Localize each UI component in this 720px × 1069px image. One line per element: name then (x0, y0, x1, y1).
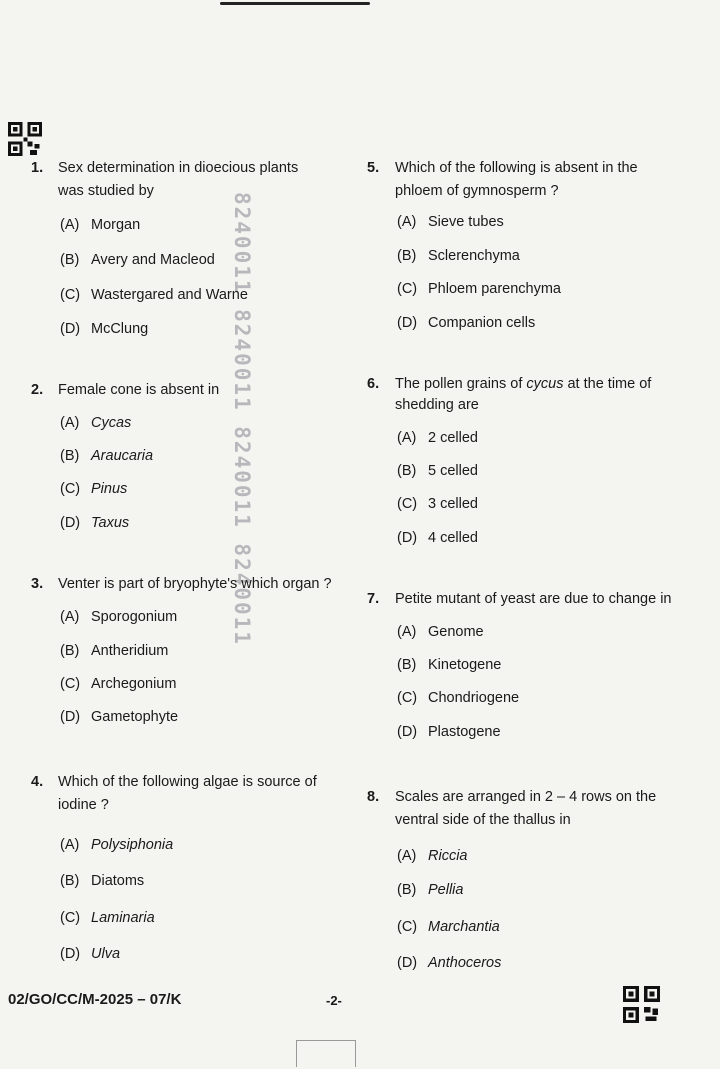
option-text: Ulva (91, 946, 121, 962)
option-b[interactable] (60, 448, 153, 464)
option-text: Sclerenchyma (428, 248, 520, 264)
option-text: Genome (428, 624, 484, 640)
option-label: (C) (397, 919, 418, 935)
question-number: 3. (31, 576, 44, 592)
question-text: Petite mutant of yeast are due to change in (395, 591, 672, 607)
option-a[interactable] (397, 214, 504, 230)
option-label: (B) (60, 873, 80, 889)
option-label: (C) (60, 287, 81, 303)
option-d[interactable] (60, 515, 129, 531)
option-label: (B) (397, 882, 417, 898)
qr-code-icon (623, 986, 660, 1023)
question-text: Female cone is absent in (58, 382, 220, 398)
option-text: Sieve tubes (428, 214, 504, 230)
option-label: (A) (60, 415, 80, 431)
option-label: (C) (397, 496, 418, 512)
option-b[interactable] (397, 657, 501, 673)
option-c[interactable] (60, 287, 248, 303)
option-text: McClung (91, 321, 149, 337)
option-label: (A) (60, 609, 80, 625)
option-label: (C) (60, 481, 81, 497)
option-text: Anthoceros (428, 955, 502, 971)
option-a[interactable] (397, 848, 467, 864)
paper-code: 02/GO/CC/M-2025 – 07/K (8, 991, 182, 1008)
option-text: Chondriogene (428, 690, 520, 706)
watermark-number: 8240011 8240011 8240011 8240011 (230, 192, 254, 646)
option-a[interactable] (60, 609, 177, 625)
question-number: 8. (367, 789, 380, 805)
option-text: Pellia (428, 882, 464, 898)
option-text: Polysiphonia (91, 837, 174, 853)
option-a[interactable] (60, 837, 173, 853)
option-text: Laminaria (91, 910, 155, 926)
question-text-part: at the time of (563, 376, 652, 392)
option-c[interactable] (397, 919, 500, 935)
option-a[interactable] (60, 415, 131, 431)
option-label: (D) (397, 724, 418, 740)
option-label: (A) (60, 837, 80, 853)
option-text: 4 celled (428, 530, 478, 546)
question-text-part: The pollen grains of (395, 376, 527, 392)
option-label: (B) (397, 248, 417, 264)
option-a[interactable] (397, 624, 484, 640)
option-text: 5 celled (428, 463, 478, 479)
question-text: phloem of gymnosperm ? (395, 183, 559, 199)
option-c[interactable] (60, 676, 176, 692)
option-d[interactable] (60, 946, 120, 962)
option-b[interactable] (397, 463, 478, 479)
option-a[interactable] (60, 217, 140, 233)
option-label: (D) (397, 315, 418, 331)
option-text: Diatoms (91, 873, 145, 889)
option-text: Antheridium (91, 643, 169, 659)
option-c[interactable] (60, 481, 127, 497)
option-d[interactable] (60, 709, 178, 725)
option-text: Marchantia (428, 919, 500, 935)
option-b[interactable] (397, 248, 520, 264)
option-text: Plastogene (428, 724, 501, 740)
option-label: (A) (60, 217, 80, 233)
option-label: (D) (60, 946, 81, 962)
option-text: Kinetogene (428, 657, 502, 673)
option-label: (B) (397, 463, 417, 479)
question-text: iodine ? (58, 797, 109, 813)
option-b[interactable] (60, 873, 144, 889)
option-label: (D) (60, 709, 81, 725)
option-d[interactable] (60, 321, 148, 337)
option-text: Pinus (91, 481, 128, 497)
page-number: -2- (326, 993, 342, 1008)
option-label: (D) (397, 955, 418, 971)
question-text: Sex determination in dioecious plants (58, 160, 299, 176)
option-label: (B) (397, 657, 417, 673)
option-label: (C) (60, 676, 81, 692)
option-d[interactable] (397, 530, 478, 546)
question-text: shedding are (395, 397, 479, 413)
option-text: Phloem parenchyma (428, 281, 561, 297)
option-text: 2 celled (428, 430, 478, 446)
option-d[interactable] (397, 955, 501, 971)
option-text: Sporogonium (91, 609, 178, 625)
option-label: (C) (60, 910, 81, 926)
option-text: Companion cells (428, 315, 536, 331)
option-label: (A) (397, 214, 417, 230)
option-text: Taxus (91, 515, 130, 531)
option-a[interactable] (397, 430, 478, 446)
option-b[interactable] (60, 252, 215, 268)
option-text: Araucaria (91, 448, 154, 464)
question-text: Scales are arranged in 2 – 4 rows on the (395, 789, 657, 805)
question-text: was studied by (58, 183, 154, 199)
option-label: (C) (397, 281, 418, 297)
option-label: (A) (397, 430, 417, 446)
bottom-tab-mark (296, 1040, 356, 1067)
option-c[interactable] (397, 496, 478, 512)
option-b[interactable] (60, 643, 168, 659)
option-label: (B) (60, 643, 80, 659)
question-number: 6. (367, 376, 380, 392)
option-d[interactable] (397, 315, 535, 331)
option-text: Archegonium (91, 676, 177, 692)
option-label: (A) (397, 848, 417, 864)
top-rule (220, 2, 370, 5)
option-text: Riccia (428, 848, 468, 864)
option-label: (B) (60, 448, 80, 464)
option-c[interactable] (397, 281, 561, 297)
option-label: (C) (397, 690, 418, 706)
option-label: (A) (397, 624, 417, 640)
qr-code-icon (8, 122, 42, 156)
option-label: (D) (60, 515, 81, 531)
option-text: Cycas (91, 415, 132, 431)
option-text: Gametophyte (91, 709, 179, 725)
option-text: Avery and Macleod (91, 252, 215, 268)
question-text: ventral side of the thallus in (395, 812, 571, 828)
option-text: 3 celled (428, 496, 478, 512)
option-d[interactable] (397, 724, 501, 740)
question-text: Which of the following is absent in the (395, 160, 638, 176)
option-c[interactable] (397, 690, 519, 706)
question-text (395, 376, 651, 392)
option-label: (D) (60, 321, 81, 337)
question-text-italic: cycus (526, 376, 564, 392)
option-c[interactable] (60, 910, 155, 926)
option-text: Wastergared and Warne (91, 287, 248, 303)
question-number: 1. (31, 160, 44, 176)
question-text: Venter is part of bryophyte's which organ ? (58, 576, 332, 592)
question-number: 5. (367, 160, 380, 176)
question-number: 7. (367, 591, 380, 607)
option-label: (D) (397, 530, 418, 546)
question-number: 4. (31, 774, 44, 790)
option-text: Morgan (91, 217, 141, 233)
option-b[interactable] (397, 882, 463, 898)
question-text: Which of the following algae is source of (58, 774, 317, 790)
question-number: 2. (31, 382, 44, 398)
option-label: (B) (60, 252, 80, 268)
